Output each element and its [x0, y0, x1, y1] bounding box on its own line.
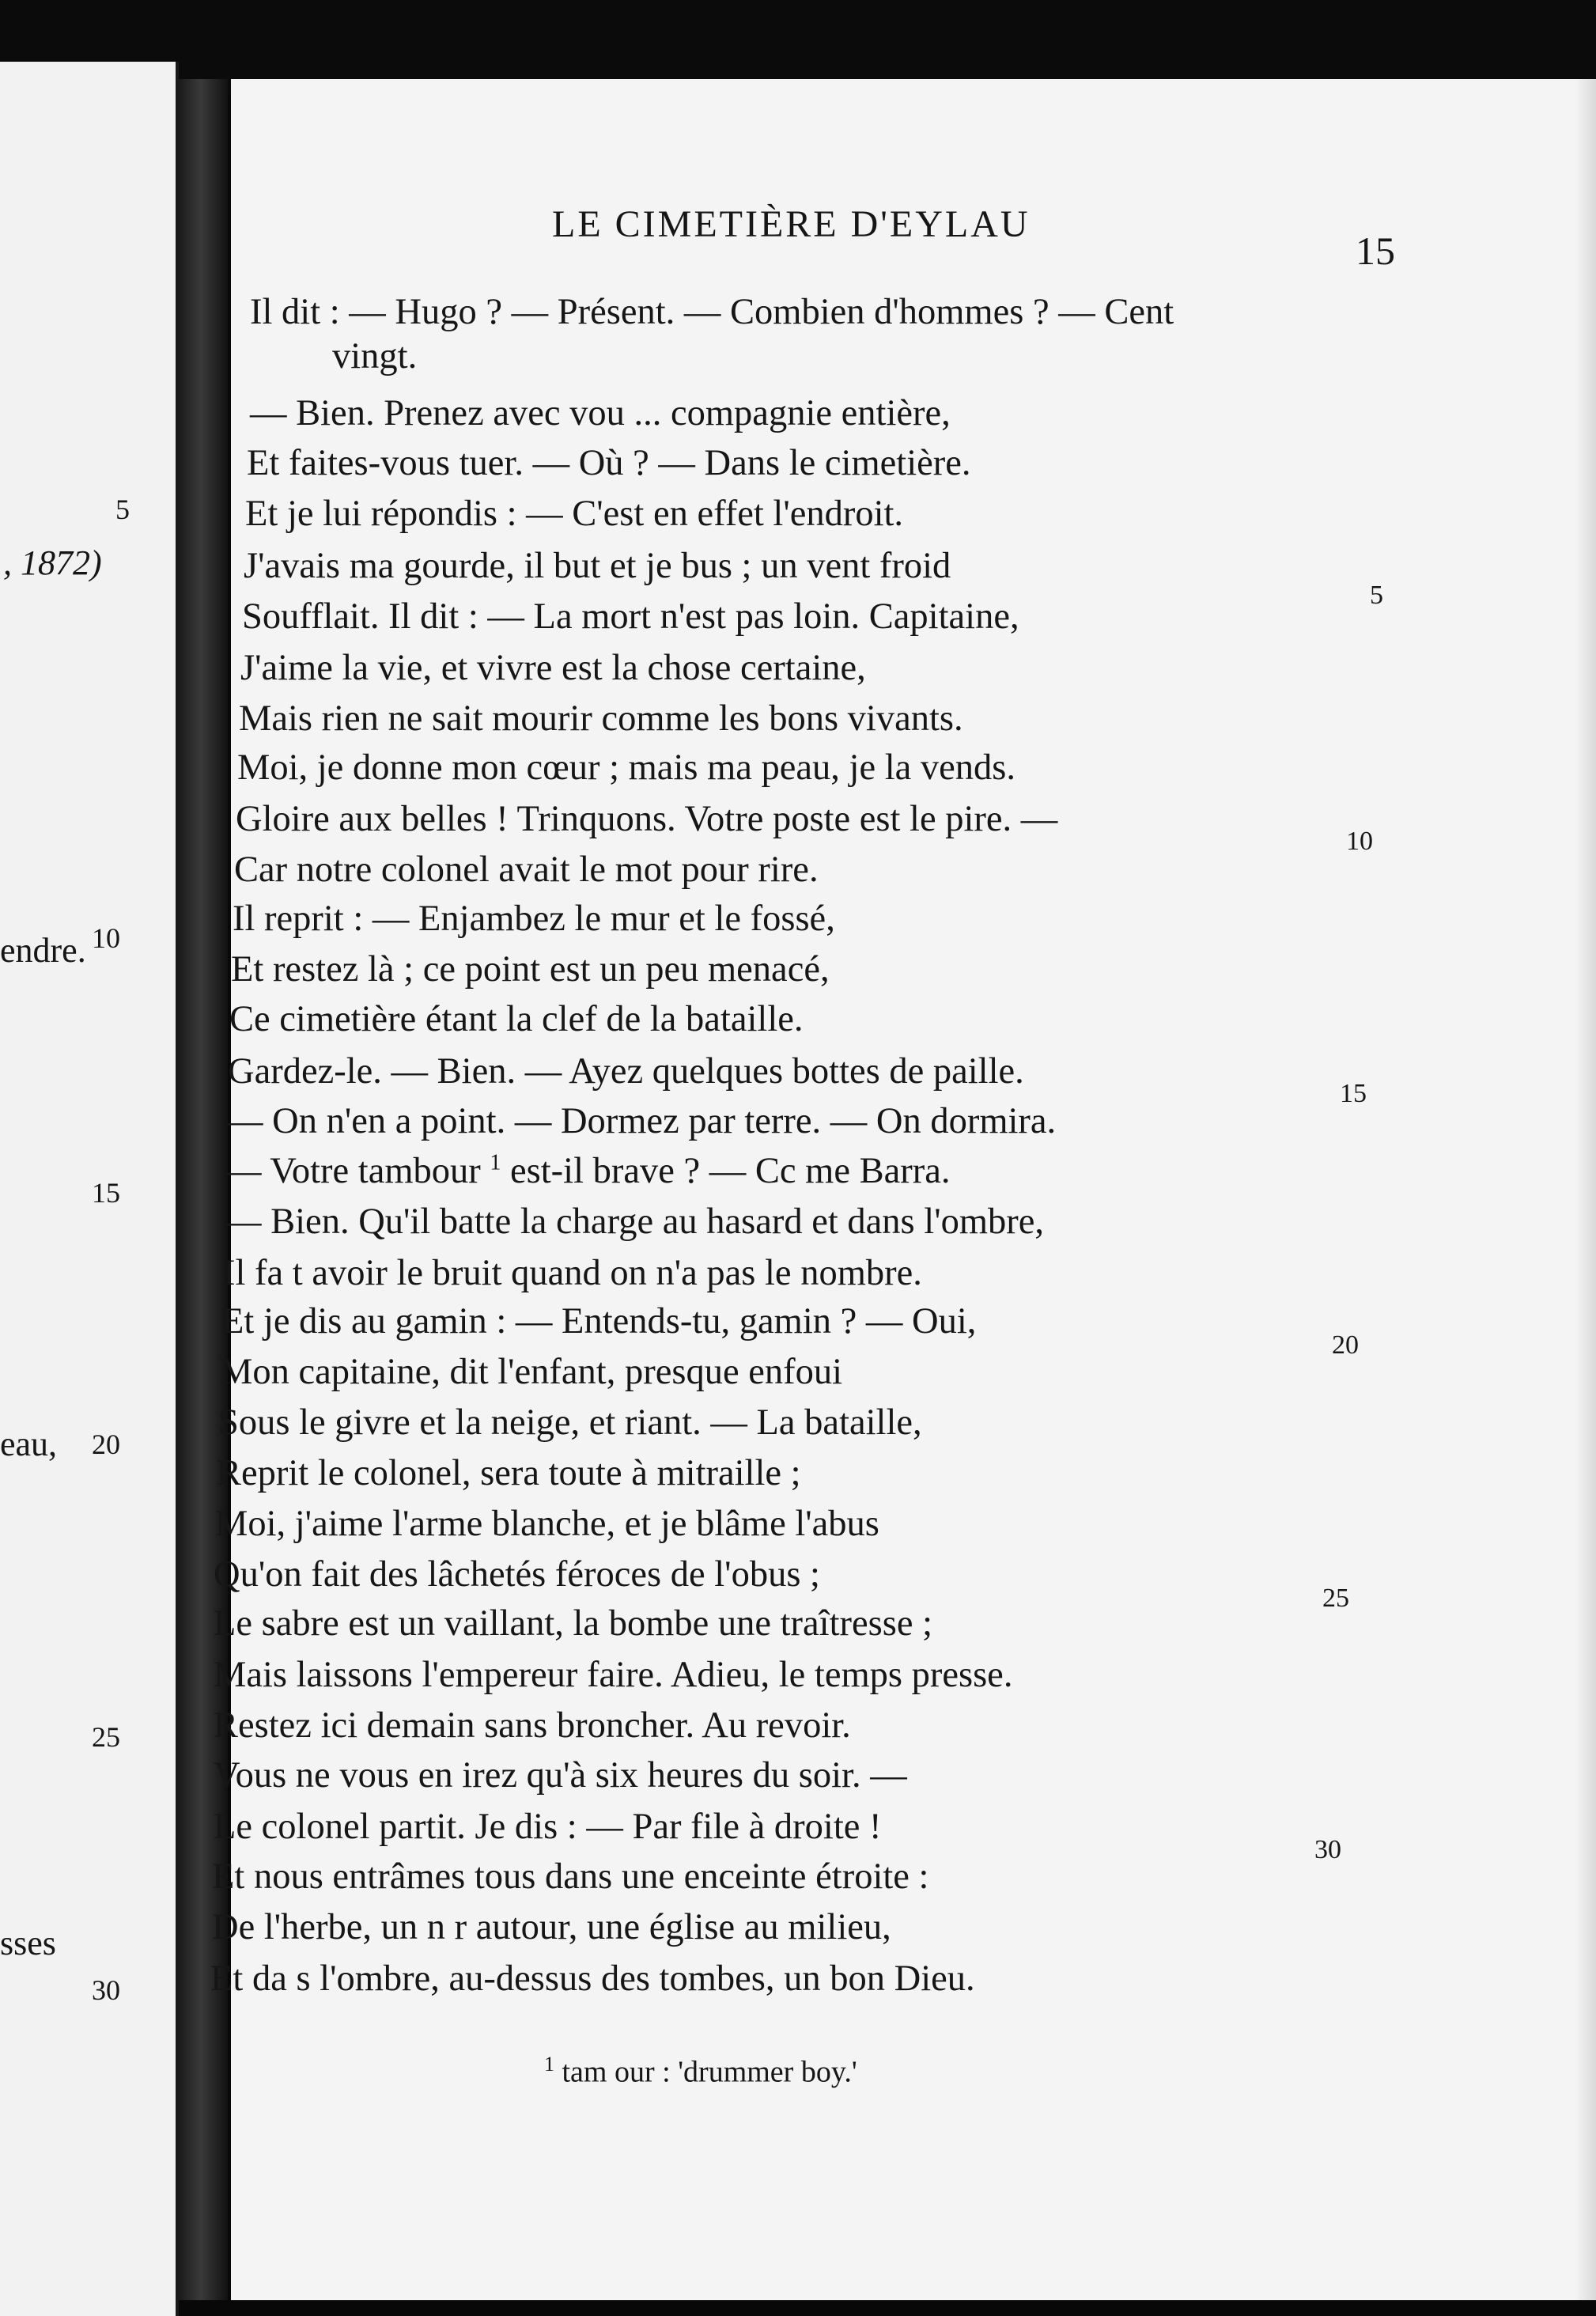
line-number: 25 — [1322, 1584, 1349, 1613]
left-page-edge — [0, 62, 179, 2316]
poem-line: — Bien. Qu'il batte la charge au hasard et dans l'ombre, — [225, 1202, 1044, 1242]
left-line-number: 10 — [92, 922, 120, 954]
poem-line — [225, 1150, 951, 1191]
poem-line: Restez ici demain sans broncher. Au revoir. — [214, 1705, 851, 1746]
line-number: 15 — [1340, 1079, 1367, 1108]
poem-line: Mon capitaine, dit l'enfant, presque enfoui — [220, 1352, 843, 1392]
footnote-marker: 1 — [544, 2053, 554, 2076]
poem-line: Mais rien ne sait mourir comme les bons vivants. — [239, 698, 963, 739]
poem-line: Reprit le colonel, sera toute à mitraille ; — [217, 1453, 801, 1493]
left-fragment: , 1872) — [3, 543, 102, 582]
poem-line: Vous ne vous en irez qu'à six heures du soir. — — [214, 1755, 907, 1796]
poem-line: Et je lui répondis : — C'est en effet l'endroit. — [245, 494, 904, 534]
poem-line: vingt. — [332, 336, 418, 377]
poem-line: Sous le givre et la neige, et riant. — La bataille, — [218, 1402, 922, 1443]
left-line-number: 5 — [115, 494, 130, 525]
poem-line: — Bien. Prenez avec vou ... compagnie entière, — [250, 393, 951, 433]
poem-line: Moi, je donne mon cœur ; mais ma peau, je la vends. — [237, 747, 1016, 788]
poem-line: Mais laissons l'empereur faire. Adieu, le temps presse. — [214, 1655, 1013, 1695]
poem-line: Soufflait. Il dit : — La mort n'est pas loin. Capitaine, — [242, 596, 1019, 637]
page-number: 15 — [1356, 229, 1395, 273]
footnote-text: tam our : 'drummer boy.' — [562, 2055, 857, 2089]
footnote-marker: 1 — [490, 1150, 501, 1175]
poem-line: Gardez-le. — Bien. — Ayez quelques bottes de paille. — [228, 1051, 1024, 1092]
left-line-number: 30 — [92, 1974, 120, 2006]
left-line-number: 20 — [92, 1429, 120, 1460]
poem-line: Et nous entrâmes tous dans une enceinte étroite : — [212, 1856, 929, 1897]
poem-line: Il dit : — Hugo ? — Présent. — Combien d'hommes ? — Cent — [250, 292, 1174, 332]
poem-line: J'avais ma gourde, il but et je bus ; un vent froid — [244, 546, 951, 586]
poem-line: Et restez là ; ce point est un peu menacé, — [231, 949, 830, 990]
poem-line: Moi, j'aime l'arme blanche, et je blâme l'abus — [215, 1504, 879, 1544]
poem-line: Car notre colonel avait le mot pour rire. — [234, 850, 819, 890]
page-title: LE CIMETIÈRE D'EYLAU — [552, 203, 1031, 245]
poem-line: Ce cimetière étant la clef de la bataille. — [229, 999, 804, 1039]
poem-line: J'aime la vie, et vivre est la chose certaine, — [240, 648, 866, 688]
poem-line: Il fa t avoir le bruit quand on n'a pas le nombre. — [223, 1253, 922, 1293]
poem-line: Et je dis au gamin : — Entends-tu, gamin ? — Oui, — [221, 1301, 977, 1342]
line-number: 5 — [1370, 581, 1383, 610]
poem-line: Le sabre est un vaillant, la bombe une traîtresse ; — [214, 1603, 933, 1644]
poem-line: De l'herbe, un n r autour, une église au milieu, — [212, 1907, 891, 1947]
poem-line-text: est-il brave ? — Cc me Barra. — [510, 1151, 951, 1191]
poem-line: Et faites-vous tuer. — Où ? — Dans le cimetière. — [247, 443, 971, 483]
left-line-number: 15 — [92, 1177, 120, 1209]
left-line-number: 25 — [92, 1721, 120, 1753]
poem-line: Qu'on fait des lâchetés féroces de l'obus ; — [214, 1554, 820, 1595]
line-number: 30 — [1314, 1835, 1341, 1864]
line-number: 10 — [1346, 827, 1373, 856]
poem-line: Et da s l'ombre, au-dessus des tombes, un bon Dieu. — [210, 1958, 975, 1999]
poem-line: — On n'en a point. — Dormez par terre. — On dormira. — [226, 1101, 1057, 1141]
poem-line: Gloire aux belles ! Trinquons. Votre poste est le pire. — — [236, 799, 1058, 839]
footnote — [544, 2053, 857, 2090]
line-number: 20 — [1332, 1330, 1359, 1360]
poem-line: Il reprit : — Enjambez le mur et le fossé, — [233, 899, 835, 939]
poem-line-text: — Votre tambour — [225, 1151, 481, 1191]
left-fragment: sses — [0, 1924, 56, 1962]
poem-line: Le colonel partit. Je dis : — Par file à droite ! — [214, 1807, 882, 1847]
left-fragment: endre. — [0, 931, 86, 970]
left-fragment: eau, — [0, 1425, 58, 1463]
